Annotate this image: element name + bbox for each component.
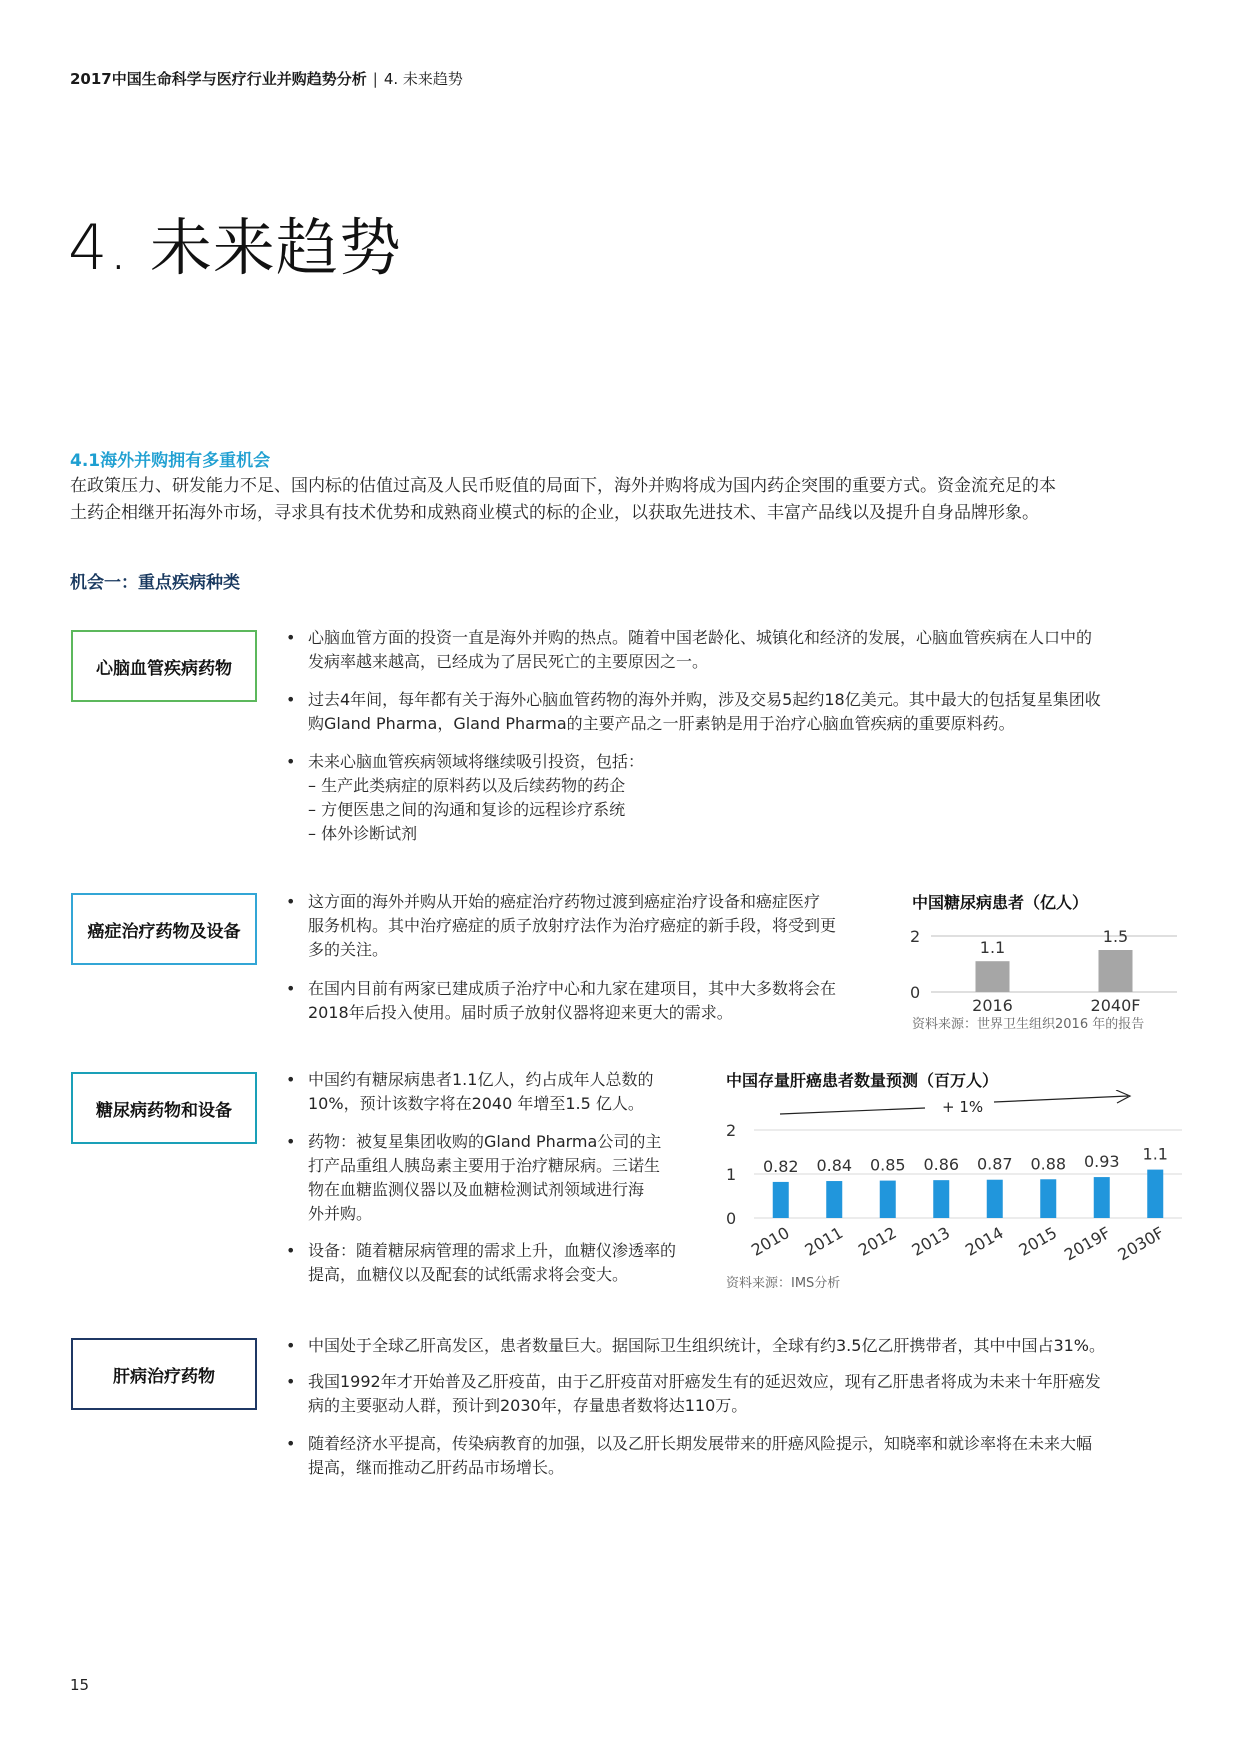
bullet-text: 外并购。: [308, 1204, 373, 1223]
bullet-text: 我国1992年才开始普及乙肝疫苗，由于乙肝疫苗对肝癌发生有的延迟效应，现有乙肝患者将成为未来十年肝癌发: [308, 1372, 1101, 1391]
bullet-icon: •: [286, 752, 296, 771]
bullet-text: 打产品重组人胰岛素主要用于治疗糖尿病。三诺生: [308, 1156, 661, 1175]
bullet-text: 提高，继而推动乙肝药品市场增长。: [308, 1458, 565, 1477]
x-tick-label: 2013: [908, 1223, 954, 1260]
bullet-item: [288, 1432, 1188, 1480]
bullet-text: 设备：随着糖尿病管理的需求上升，血糖仪渗透率的: [308, 1241, 677, 1260]
page-title: 4. 未来趋势: [68, 211, 402, 284]
bullet-text: 发病率越来越高，已经成为了居民死亡的主要原因之一。: [308, 652, 709, 671]
bar: [880, 1181, 896, 1218]
x-tick-label: 2019F: [1061, 1223, 1114, 1265]
diabetes-chart: [905, 912, 1185, 1012]
data-label: 0.82: [762, 1156, 799, 1176]
data-label: 0.85: [869, 1155, 906, 1175]
bullet-item: [288, 1370, 1188, 1418]
x-tick-label: 2016: [972, 996, 1013, 1012]
bullet-text: 服务机构。其中治疗癌症的质子放射疗法作为治疗癌症的新手段，将受到更: [308, 916, 837, 935]
x-tick-label: 2014: [961, 1223, 1007, 1260]
bar: [933, 1180, 949, 1218]
y-tick-label: 2: [910, 927, 921, 946]
category-label: 糖尿病药物和设备: [96, 1100, 232, 1121]
bar: [1147, 1170, 1163, 1218]
chart-source: 资料来源：IMS分析: [726, 1276, 841, 1291]
bar: [1099, 950, 1133, 992]
bullet-icon: •: [286, 690, 296, 709]
data-label: 0.88: [1030, 1154, 1067, 1174]
category-box-cardio: [71, 630, 257, 702]
bar: [1094, 1177, 1110, 1218]
bar: [1040, 1179, 1056, 1218]
bullet-icon: •: [286, 1132, 296, 1151]
data-label: 0.93: [1083, 1152, 1120, 1172]
page-number: 15: [70, 1676, 90, 1694]
bar: [773, 1182, 789, 1218]
annotation-label: + 1%: [942, 1098, 984, 1116]
bullet-icon: •: [286, 628, 296, 647]
intro-line: 在政策压力、研发能力不足、国内标的估值过高及人民币贬值的局面下，海外并购将成为国内药企突围的重要方式。资金流充足的本: [70, 476, 1056, 496]
bullet-icon: •: [286, 979, 296, 998]
y-tick-label: 1: [726, 1165, 737, 1184]
bullet-text: 病的主要驱动人群，预计到2030年，存量患者数将达110万。: [308, 1396, 748, 1415]
category-box-liver: [71, 1338, 257, 1410]
bullet-text: 心脑血管方面的投资一直是海外并购的热点。随着中国老龄化、城镇化和经济的发展，心脑血管疾病在人口中的: [308, 628, 1093, 647]
x-tick-label: 2010: [747, 1223, 793, 1260]
bullet-icon: •: [286, 1336, 296, 1355]
bullet-item: [288, 1130, 718, 1226]
data-label: 1.5: [1102, 927, 1129, 946]
bullet-text: 中国约有糖尿病患者1.1亿人，约占成年人总数的: [308, 1070, 654, 1089]
y-tick-label: 0: [910, 983, 921, 1002]
intro-line: 土药企相继开拓海外市场，寻求具有技术优势和成熟商业模式的标的企业，以获取先进技术、丰富产品线以及提升自身品牌形象。: [70, 503, 1039, 523]
x-tick-label: 2011: [801, 1223, 847, 1260]
bullet-item: [288, 1068, 718, 1116]
bar: [987, 1180, 1003, 1218]
header-section: 4. 未来趋势: [383, 70, 463, 88]
bar: [976, 961, 1010, 992]
bullet-text: 多的关注。: [308, 940, 389, 959]
chart-source: 资料来源：世界卫生组织2016 年的报告: [912, 1017, 1145, 1032]
bullet-text: 提高，血糖仪以及配套的试纸需求将会变大。: [308, 1265, 629, 1284]
bullet-text: 随着经济水平提高，传染病教育的加强，以及乙肝长期发展带来的肝癌风险提示，知晓率和就诊率将在未来大幅: [308, 1434, 1093, 1453]
data-label: 1.1: [1142, 1144, 1168, 1164]
bullet-text: 在国内目前有两家已建成质子治疗中心和九家在建项目，其中大多数将会在: [308, 979, 837, 998]
category-box-cancer: [71, 893, 257, 965]
running-header: [70, 68, 463, 89]
arrow-line: [994, 1096, 1128, 1102]
bullet-icon: •: [286, 1070, 296, 1089]
y-tick-label: 2: [726, 1121, 737, 1140]
chart-title: 中国存量肝癌患者数量预测（百万人）: [726, 1071, 999, 1090]
bullet-item: [288, 1334, 1188, 1358]
header-separator: |: [372, 70, 378, 88]
bullet-icon: •: [286, 1372, 296, 1391]
x-tick-label: 2030F: [1114, 1223, 1168, 1265]
bullet-text: 这方面的海外并购从开始的癌症治疗药物过渡到癌症治疗设备和癌症医疗: [308, 892, 821, 911]
liver-cancer-chart: [720, 1090, 1185, 1275]
x-tick-label: 2040F: [1090, 996, 1141, 1012]
category-label: 心脑血管疾病药物: [96, 658, 232, 679]
data-label: 0.86: [923, 1155, 960, 1175]
sub-bullet-text: – 体外诊断试剂: [308, 824, 418, 843]
bullet-text: 未来心脑血管疾病领域将继续吸引投资，包括：: [308, 752, 645, 771]
category-label: 癌症治疗药物及设备: [87, 921, 241, 942]
opportunity-heading: 机会一：重点疾病种类: [70, 573, 240, 593]
bullet-text: 2018年后投入使用。届时质子放射仪器将迎来更大的需求。: [308, 1003, 733, 1022]
bullet-text: 药物：被复星集团收购的Gland Pharma公司的主: [308, 1132, 662, 1151]
bullet-item: [288, 626, 1188, 674]
bullet-text: 10%，预计该数字将在2040 年增至1.5 亿人。: [308, 1094, 644, 1113]
bullet-icon: •: [286, 1241, 296, 1260]
category-label: 肝病治疗药物: [113, 1366, 215, 1387]
bullet-text: 中国处于全球乙肝高发区，患者数量巨大。据国际卫生组织统计，全球有约3.5亿乙肝携带者，其中中国占31%。: [308, 1336, 1106, 1355]
bullet-text: 购Gland Pharma，Gland Pharma的主要产品之一肝素钠是用于治疗心脑血管疾病的重要原料药。: [308, 714, 1015, 733]
bullet-item: [288, 890, 898, 962]
section-intro: [70, 473, 1180, 527]
bullet-icon: •: [286, 892, 296, 911]
data-label: 0.84: [816, 1156, 853, 1176]
sub-bullet-text: – 方便医患之间的沟通和复诊的远程诊疗系统: [308, 800, 626, 819]
bullet-item: [288, 688, 1188, 736]
bullet-text: 物在血糖监测仪器以及血糖检测试剂领域进行海: [308, 1180, 645, 1199]
category-box-diabetes: [71, 1072, 257, 1144]
bullet-item: [288, 1239, 718, 1287]
header-doc-title: 2017中国生命科学与医疗行业并购趋势分析: [70, 70, 367, 88]
sub-bullet-text: – 生产此类病症的原料药以及后续药物的药企: [308, 776, 626, 795]
bullet-text: 过去4年间，每年都有关于海外心脑血管药物的海外并购，涉及交易5起约18亿美元。其中最大的包括复星集团收: [308, 690, 1101, 709]
x-tick-label: 2012: [854, 1223, 900, 1260]
bar: [826, 1181, 842, 1218]
chart-title: 中国糖尿病患者（亿人）: [912, 893, 1089, 912]
y-tick-label: 0: [726, 1209, 737, 1228]
bullet-item: [288, 977, 898, 1025]
bullet-icon: •: [286, 1434, 296, 1453]
data-label: 1.1: [979, 938, 1006, 958]
section-heading: 4.1海外并购拥有多重机会: [70, 451, 271, 471]
arrow-line: [780, 1108, 925, 1114]
x-tick-label: 2015: [1015, 1223, 1061, 1260]
data-label: 0.87: [976, 1154, 1013, 1174]
bullet-item: [288, 750, 1188, 846]
